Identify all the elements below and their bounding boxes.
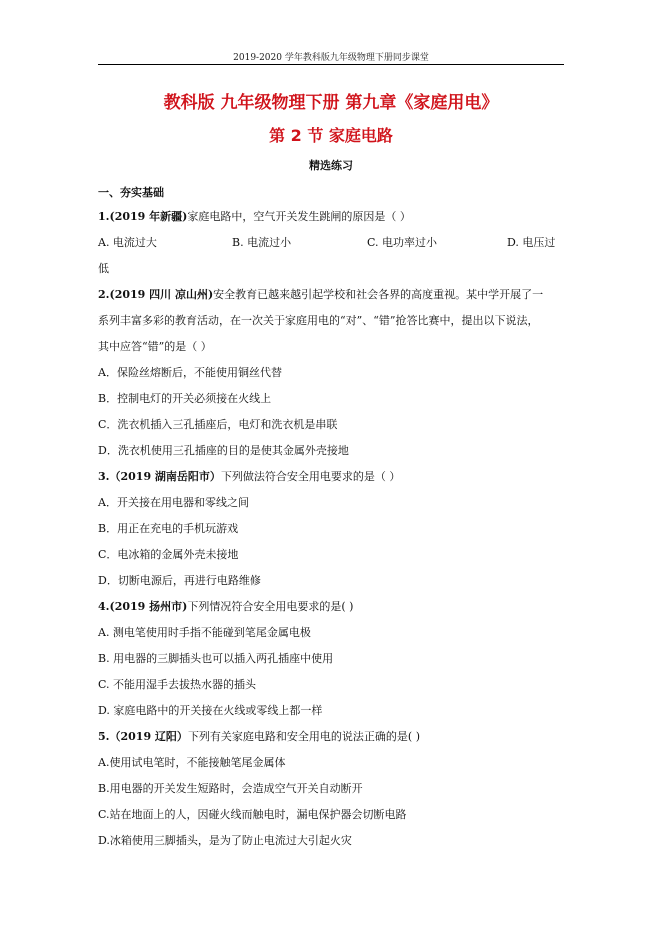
question-3 [98, 464, 564, 490]
option-b: B.用电器的开关发生短路时，会造成空气开关自动断开 [98, 782, 363, 795]
question-text-line: 其中应答“错”的是（ ） [98, 340, 212, 353]
option-b: B. 用电器的三脚插头也可以插入两孔插座中使用 [98, 652, 334, 665]
question-text-line: 系列丰富多彩的教育活动，在一次关于家庭用电的“对”、“错”抢答比赛中，提出以下说法， [98, 314, 539, 327]
header-divider [98, 64, 564, 65]
option-c: C．洗衣机插入三孔插座后，电灯和洗衣机是串联 [98, 418, 338, 431]
q1-options [98, 230, 564, 256]
option-a: A. 测电笔使用时手指不能碰到笔尾金属电极 [98, 626, 311, 639]
question-source: (2019 扬州市) [109, 600, 188, 613]
option-d: D．切断电源后，再进行电路维修 [98, 574, 261, 587]
option-a: A. 电流过大 [98, 236, 157, 249]
question-source: (2019 年新疆) [109, 210, 188, 223]
exercise-content [98, 182, 564, 854]
option-a: A．保险丝熔断后，不能使用铜丝代替 [98, 366, 282, 379]
option-c: C.站在地面上的人，因碰火线而触电时，漏电保护器会切断电路 [98, 808, 407, 821]
option-d: D. 电压过 [507, 236, 556, 249]
question-text: 安全教育已越来越引起学校和社会各界的高度重视。某中学开展了一 [213, 288, 544, 301]
page-header: 2019-2020 学年教科版九年级物理下册同步课堂 [233, 53, 429, 63]
option-b: B．用正在充电的手机玩游戏 [98, 522, 239, 535]
question-number: 3. [98, 470, 110, 483]
question-text: 家庭电路中，空气开关发生跳闸的原因是（ ） [187, 210, 411, 223]
question-source: （2019 辽阳） [109, 730, 188, 743]
question-2 [98, 282, 564, 308]
option-d: D.冰箱使用三脚插头，是为了防止电流过大引起火灾 [98, 834, 352, 847]
question-4 [98, 594, 564, 620]
option-b: B．控制电灯的开关必须接在火线上 [98, 392, 272, 405]
question-number: 1. [98, 210, 110, 223]
question-number: 5. [98, 730, 110, 743]
option-b: B. 电流过小 [232, 236, 292, 249]
document-title: 教科版 九年级物理下册 第九章《家庭用电》 [163, 93, 499, 113]
option-c: C. 不能用湿手去拔热水器的插头 [98, 678, 257, 691]
question-text: 下列情况符合安全用电要求的是( ) [187, 600, 354, 613]
option-d: D．洗衣机使用三孔插座的目的是使其金属外壳接地 [98, 444, 349, 457]
option-c: C. 电功率过小 [367, 236, 438, 249]
option-c: C．电冰箱的金属外壳未接地 [98, 548, 239, 561]
option-d-wrap: 低 [98, 262, 109, 275]
question-number: 2. [98, 288, 110, 301]
question-1 [98, 204, 564, 230]
question-number: 4. [98, 600, 110, 613]
option-d: D. 家庭电路中的开关接在火线或零线上都一样 [98, 704, 323, 717]
option-a: A．开关接在用电器和零线之间 [98, 496, 249, 509]
subtitle: 精选练习 [309, 159, 353, 172]
question-source: (2019 四川 凉山州) [109, 288, 214, 301]
question-5 [98, 724, 564, 750]
section-title: 第 2 节 家庭电路 [269, 126, 393, 145]
question-text: 下列有关家庭电路和安全用电的说法正确的是( ) [187, 730, 421, 743]
question-source: （2019 湖南岳阳市） [109, 470, 221, 483]
option-a: A.使用试电笔时，不能接触笔尾金属体 [98, 756, 286, 769]
section-heading: 一、夯实基础 [98, 186, 164, 199]
question-text: 下列做法符合安全用电要求的是（ ） [220, 470, 401, 483]
